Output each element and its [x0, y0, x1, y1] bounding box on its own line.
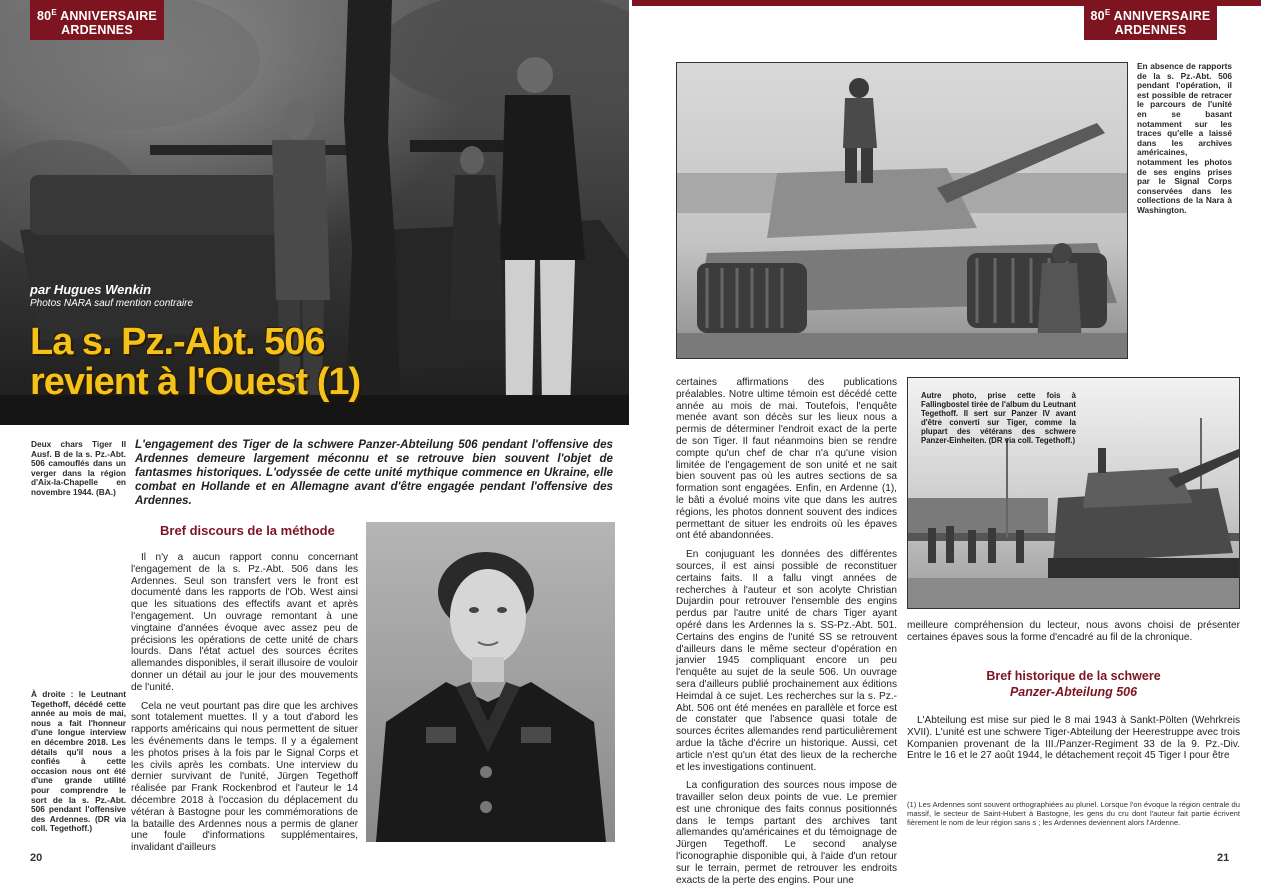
header-tab-left-sup: E: [51, 8, 57, 17]
footnote: (1) Les Ardennes sont souvent orthographiées au pluriel. Lorsque l'on évoque la région centrale du massif, le secteur de Saint-Hubert à Bastogne, les gens du cru dont l'auteur fait partie écrivent fièrement le nom de leur région sans s ; les Ardennes deviennent alors l'Ardenne.: [907, 800, 1240, 827]
page-number-right: 21: [1217, 852, 1230, 864]
header-tab-right-sup: E: [1104, 8, 1111, 17]
header-tab-left-word: ANNIVERSAIRE: [56, 9, 157, 24]
byline-author: par Hugues Wenkin: [30, 282, 152, 297]
tank-photo-graphic: [677, 63, 1128, 359]
col2-paragraph-3: La configuration des sources nous impose de travailler selon deux points de vue. Le premier est une chronique des faits connus positionnés dans le temps partant des archives tant allemandes qu'américaines et du témoignage de Jürgen Tegethoff. Le second analyse l'iconographie disponible qui, à l'aide d'un retour sur le terrain, permet de retrouver les endroits exacts de la perte des engins. Pour une: [676, 780, 897, 886]
col3-paragraph-1: meilleure compréhension du lecteur, nous avons choisi de présenter certaines épaves sous la forme d'encadré au fil de la chronique.: [907, 620, 1240, 643]
column-3b: [907, 715, 1240, 769]
col2-paragraph-2: En conjuguant les données des différentes sources, il est ainsi possible de reconstituer certains faits. Il a fallu vingt années de recherches à l'auteur et son acolyte Christian Dujardin pour retrouver l'ensemble des engins perdus par l'autre unité de chars Tiger ayant opéré dans les Ardennes la s. SS-Pz.-Abt. 501. Certains des engins de l'unité SS se retrouvent d'ailleurs dans le même secteur d'opération en janvier 1945 compliquant encore un peu l'enquête au sujet de la seule 506. Un ouvrage sera d'ailleurs publié prochainement aux éditions Heimdal à ce sujet. Les recherches sur la s. Pz.-Abt. 506 ont été menées en parallèle et force est de constater que l'absence quasi totale de sources écrites allemandes rend particulièrement ardue la tâche d'écrire un historique. Aussi, cet article n'est qu'un état des lieux de la recherche et les investigations continuent.: [676, 549, 897, 773]
section2-title-line1: Bref historique de la schwere: [986, 669, 1161, 683]
intro-lead-text: L'engagement des Tiger de la schwere Panzer-Abteilung 506 pendant l'offensive des Ardennes demeure largement méconnu et se retrouve bien souvent l'objet de fantasmes historiques. L'odyssée de cette unité mythique commence en Ukraine, elle combat en Hollande et en Allemagne avant d'être engagée pendant l'offensive des Ardennes.: [135, 438, 613, 507]
header-tab-right: [1084, 0, 1217, 40]
article-title: [30, 322, 470, 402]
section1-title: Bref discours de la méthode: [160, 523, 335, 538]
column-3: [907, 620, 1240, 651]
col1-paragraph-1: Il n'y a aucun rapport connu concernant l'engagement de la s. Pz.-Abt. 506 dans les Ardennes. Seul son transfert vers le front est documenté dans les rapports de l'Ob. West ainsi que les situations des effectifs avant et après l'engagement. Un ouvrage remontant à une vingtaine d'années évoque avec assez peu de précisions les opérations de cette unité de chars lourds. Dans l'état actuel des sources écrites allemandes disponibles, il serait illusoire de vouloir donner un détail au jour le jour des mouvements de l'unité.: [131, 552, 358, 693]
byline-photos: Photos NARA sauf mention contraire: [30, 298, 194, 309]
article-title-line1: La s. Pz.-Abt. 506: [30, 321, 325, 363]
portrait-photo-graphic: [366, 522, 615, 842]
column-2: [676, 377, 897, 893]
header-tab-right-num: 80: [1090, 9, 1105, 24]
header-tab-right-section: ARDENNES: [1114, 23, 1187, 38]
col1-paragraph-2: Cela ne veut pourtant pas dire que les archives sont totalement muettes. Il y a tout d'abord les rapports américains qui nous permettent de situer les événements dans le temps. Il y a également les photos prises à la fois par le Signal Corps et les civils après les combats. Une interview du dernier survivant de l'unité, Jürgen Tegethoff réalisée par Frank Rockenbrod et l'auteur le 14 décembre 2018 à l'occasion du déplacement du vétéran à Bastogne pour les commémorations de la bataille des Ardennes nous a permis de glaner une foule d'informations supplémentaires, invalidant d'ailleurs: [131, 700, 358, 854]
article-title-line2: revient à l'Ouest (1): [30, 361, 361, 403]
intro-lead: [135, 438, 613, 508]
header-tab-left-section: ARDENNES: [61, 23, 133, 38]
tank-photo: [676, 62, 1128, 359]
column-1: [131, 552, 358, 861]
col2-paragraph-1: certaines affirmations des publications préalables. Notre ultime témoin est décédé cette année au mois de mai. Toutefois, l'enquête menée avant son décès sur les lieux nous a permis de déterminer l'endroit exact de la perte de son Tiger. Il faut néanmoins bien se rendre compte qu'un chef de char n'a qu'une vision limitée de l'engagement de son unité et ne sait bien souvent pas où les autres sections de sa formation sont engagées. Enfin, en Ardenne (1), le bâti a évolué moins vite que dans les autres régions, les photos donnent souvent des indices permettant de situer les endroits où les épaves ont été abandonnées.: [676, 377, 897, 542]
tank-caption: En absence de rapports de la s. Pz.-Abt. 506 pendant l'opération, il est possible de retracer le parcours de l'unité en se basant notamment sur les traces qu'elle a laissé dans les archives américaines, notamment les photos de ses engins prises par le Signal Corps conservées dans les collections de la Nara à Washington.: [1137, 61, 1232, 215]
page-number-left: 20: [30, 852, 43, 864]
portrait-photo: [366, 522, 615, 842]
header-tab-right-word: ANNIVERSAIRE: [1110, 9, 1211, 24]
header-tab-left: [30, 0, 164, 40]
col3b-paragraph-1: L'Abteilung est mise sur pied le 8 mai 1943 à Sankt-Pölten (Wehrkreis XVII). L'unité est une schwere Tiger-Abteilung der Heerestruppe avec trois Kompanien provenant de la III./Panzer-Regiment 33 de la 9. Pz.-Div. Entre le 16 et le 27 août 1944, le détachement reçoit 45 Tiger I pour être: [907, 715, 1240, 762]
section2-title: [907, 668, 1240, 700]
header-tab-left-num: 80: [37, 9, 52, 24]
section2-title-line2: Panzer-Abteilung 506: [1009, 685, 1138, 699]
train-caption: Autre photo, prise cette fois à Fallingbostel tirée de l'album du Leutnant Tegethoff. Il sert sur Panzer IV avant d'être converti sur Tiger, comme la plupart des vétérans des schwere Panzer-Einheiten. (DR via coll. Tegethoff.): [921, 391, 1076, 445]
portrait-caption: À droite : le Leutnant Tegethoff, décédé cette année au mois de mai, nous a fait l'honneur d'une longue interview en décembre 2018. Les détails qu'il nous a confiés à cette occasion nous ont été d'une grande utilité pour comprendre le sort de la s. Pz.-Abt. 506 pendant l'offensive des Ardennes. (DR via coll. Tegethoff.): [31, 689, 126, 834]
hero-caption: Deux chars Tiger II Ausf. B de la s. Pz.-Abt. 506 camouflés dans un verger dans la région d'Aix-la-Chapelle en novembre 1944. (BA.): [31, 439, 126, 497]
